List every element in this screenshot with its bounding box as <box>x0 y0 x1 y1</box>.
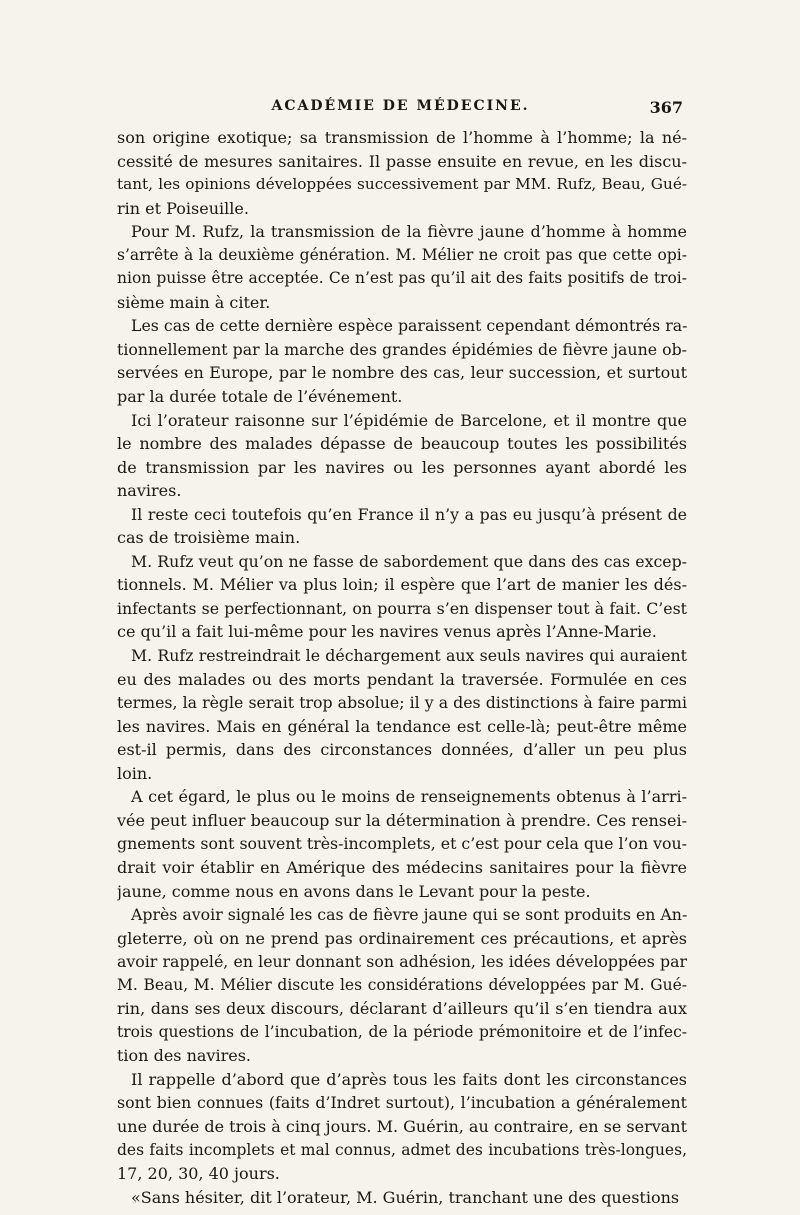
text-line: Ici l’orateur raisonne sur l’épidémie de Barcelone, et il montre que <box>131 410 687 430</box>
text-line: 17, 20, 30, 40 jours. <box>117 1164 280 1184</box>
text-line: jaune, comme nous en avons dans le Levant pour la peste. <box>117 881 591 901</box>
text-line: s’arrête à la deuxième génération. M. Mélier ne croit pas que cette opi- <box>117 245 687 264</box>
text-line: les navires. Mais en général la tendance est celle-là; peut-être même <box>117 716 687 736</box>
text-line: «Sans hésiter, dit l’orateur, M. Guérin, tranchant une des questions <box>131 1187 680 1207</box>
text-line: de transmission par les navires ou les personnes ayant abordé les <box>117 457 687 477</box>
text-line: infectants se perfectionnant, on pourra s’en dispenser tout à fait. C’est <box>117 598 687 618</box>
text-line: drait voir établir en Amérique des médecins sanitaires pour la fièvre <box>117 857 687 877</box>
text-line: servées en Europe, par le nombre des cas, leur succession, et surtout <box>117 363 687 383</box>
text-line: eu des malades ou des morts pendant la traversée. Formulée en ces <box>117 669 687 689</box>
text-line: sont bien connues (faits d’Indret surtout), l’incubation a généralement <box>117 1093 687 1113</box>
text-line: A cet égard, le plus ou le moins de renseignements obtenus à l’arri- <box>131 787 687 807</box>
text-line: son origine exotique; sa transmission de l’homme à l’homme; la né- <box>117 128 687 147</box>
text-line: cas de troisième main. <box>117 528 301 548</box>
page-header <box>118 98 683 124</box>
text-line: Les cas de cette dernière espèce paraissent cependant démontrés ra- <box>131 316 687 336</box>
text-line: gleterre, où on ne prend pas ordinairement ces précautions, et après <box>117 928 687 948</box>
text-line: ce qu’il a fait lui-même pour les navires venus après l’Anne-Marie. <box>117 622 657 642</box>
body-text <box>117 126 687 1209</box>
text-line: rin et Poiseuille. <box>117 198 249 218</box>
text-line: gnements sont souvent très-incomplets, et c’est pour cela que l’on vou- <box>117 834 687 854</box>
text-line: M. Rufz restreindrait le déchargement aux seuls navires qui auraient <box>131 646 687 666</box>
text-line: le nombre des malades dépasse de beaucoup toutes les possibilités <box>117 434 687 454</box>
text-line: avoir rappelé, en leur donnant son adhésion, les idées développées par <box>117 952 687 972</box>
text-line: Pour M. Rufz, la transmission de la fièvre jaune d’homme à homme <box>131 222 687 242</box>
text-line: loin. <box>117 763 153 783</box>
text-line: est-il permis, dans des circonstances données, d’aller un peu plus <box>117 740 687 760</box>
text-line: sième main à citer. <box>117 292 271 312</box>
text-line: M. Rufz veut qu’on ne fasse de sabordement que dans des cas excep- <box>131 551 687 571</box>
text-line: rin, dans ses deux discours, déclarant d’ailleurs qu’il s’en tiendra aux <box>117 999 687 1019</box>
text-line: trois questions de l’incubation, de la période prémonitoire et de l’infec- <box>117 1022 687 1041</box>
text-line: tant, les opinions développées successivement par MM. Rufz, Beau, Gué- <box>117 175 687 194</box>
text-line: Il rappelle d’abord que d’après tous les faits dont les circonstances <box>131 1069 687 1089</box>
text-line: M. Beau, M. Mélier discute les considérations développées par M. Gué- <box>117 975 687 994</box>
page-number: 367 <box>649 98 683 117</box>
text-line: cessité de mesures sanitaires. Il passe ensuite en revue, en les discu- <box>117 151 687 171</box>
text-line: par la durée totale de l’événement. <box>117 387 403 407</box>
text-line: tion des navires. <box>117 1046 251 1066</box>
text-line: Il reste ceci toutefois qu’en France il n’y a pas eu jusqu’à présent de <box>131 504 687 524</box>
text-line: tionnellement par la marche des grandes épidémies de fièvre jaune ob- <box>117 339 687 359</box>
text-line: Après avoir signalé les cas de fièvre jaune qui se sont produits en An- <box>131 905 687 925</box>
text-line: tionnels. M. Mélier va plus loin; il espère que l’art de manier les dés- <box>117 575 687 595</box>
text-line: une durée de trois à cinq jours. M. Guérin, au contraire, en se servant <box>117 1116 687 1136</box>
text-line: navires. <box>117 481 182 501</box>
running-title: ACADÉMIE DE MÉDECINE. <box>271 98 530 114</box>
text-line: termes, la règle serait trop absolue; il y a des distinctions à faire parmi <box>117 693 687 713</box>
text-line: vée peut influer beaucoup sur la détermination à prendre. Ces rensei- <box>117 810 687 830</box>
text-line: nion puisse être acceptée. Ce n’est pas qu’il ait des faits positifs de troi- <box>117 269 687 288</box>
text-line: des faits incomplets et mal connus, admet des incubations très-longues, <box>117 1140 687 1159</box>
